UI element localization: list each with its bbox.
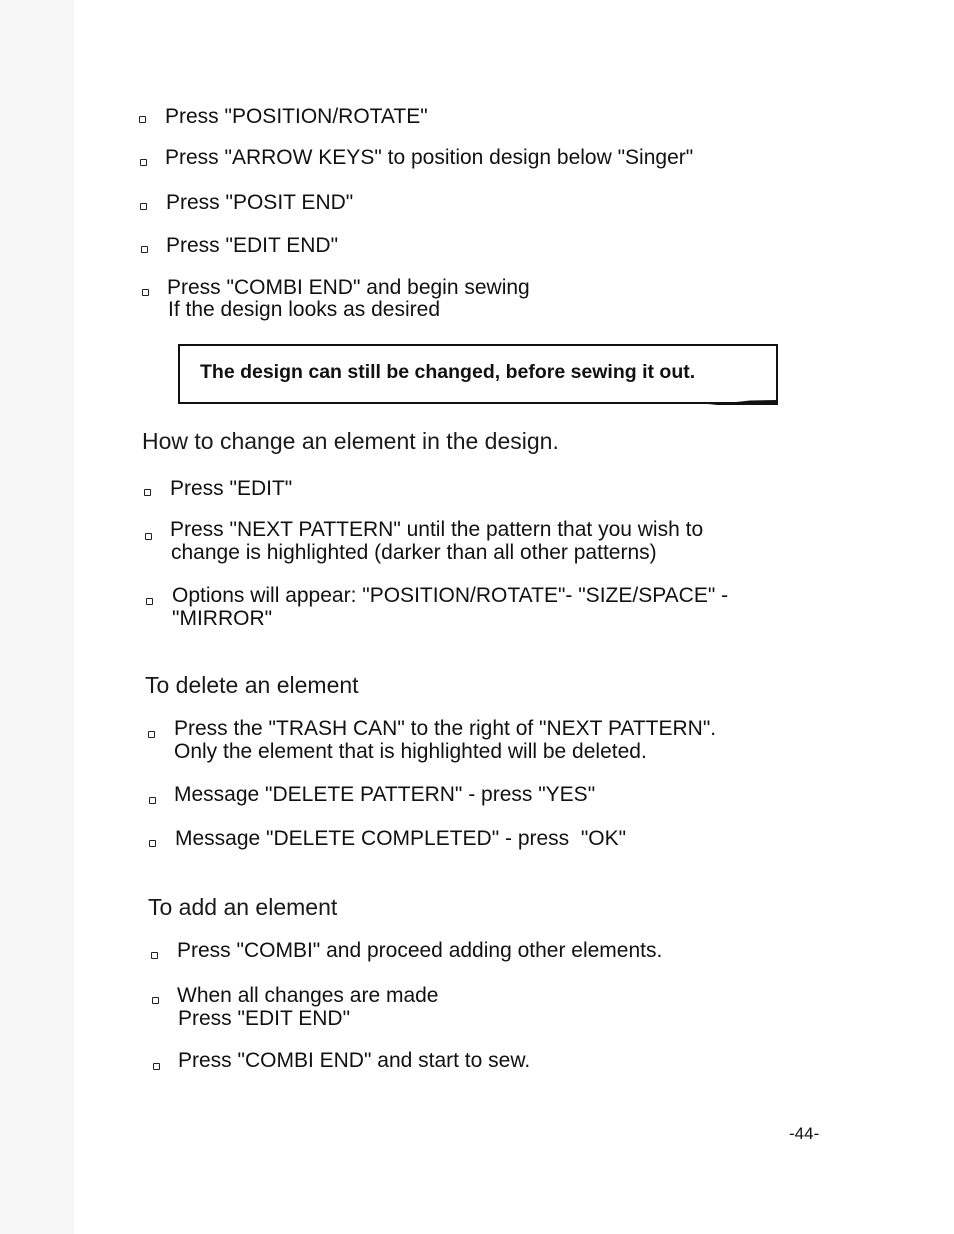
section-heading-change: How to change an element in the design. (142, 428, 559, 454)
step-text-continued: Press "EDIT END" (178, 1007, 351, 1030)
step-text: Press "NEXT PATTERN" until the pattern that you wish to (170, 518, 704, 541)
step-text: Press "POSIT END" (166, 191, 354, 214)
note-box-accent (708, 400, 778, 405)
step-text: Press "COMBI END" and begin sewing (167, 276, 530, 299)
step-text-continued: If the design looks as desired (168, 298, 440, 321)
step-text-continued: Only the element that is highlighted will be deleted. (174, 740, 647, 763)
checkbox-bullet-icon (152, 997, 159, 1004)
checkbox-bullet-icon (148, 731, 155, 738)
checkbox-bullet-icon (149, 797, 156, 804)
note-box (178, 344, 778, 404)
step-text: Press "COMBI END" and start to sew. (178, 1049, 531, 1072)
step-text: Press the "TRASH CAN" to the right of "NEXT PATTERN". (174, 717, 717, 740)
step-text: Message "DELETE PATTERN" - press "YES" (174, 783, 596, 806)
step-text: Press "ARROW KEYS" to position design below "Singer" (165, 146, 694, 169)
step-text: Message "DELETE COMPLETED" - press "OK" (175, 827, 627, 850)
checkbox-bullet-icon (153, 1063, 160, 1070)
checkbox-bullet-icon (144, 489, 151, 496)
checkbox-bullet-icon (149, 840, 156, 847)
step-text: When all changes are made (177, 984, 439, 1007)
section-heading-add: To add an element (148, 894, 338, 920)
step-text-continued: change is highlighted (darker than all other patterns) (171, 541, 657, 564)
step-text: Press "POSITION/ROTATE" (165, 105, 428, 128)
checkbox-bullet-icon (145, 533, 152, 540)
step-text: Press "COMBI" and proceed adding other elements. (177, 939, 663, 962)
page-edge-shade (0, 0, 74, 1234)
note-text: The design can still be changed, before sewing it out. (200, 361, 696, 383)
checkbox-bullet-icon (139, 116, 146, 123)
step-text: Options will appear: "POSITION/ROTATE"- "SIZE/SPACE" - (172, 584, 729, 607)
step-text: Press "EDIT END" (166, 234, 339, 257)
checkbox-bullet-icon (142, 289, 149, 296)
checkbox-bullet-icon (141, 246, 148, 253)
step-text: Press "EDIT" (170, 477, 293, 500)
checkbox-bullet-icon (140, 159, 147, 166)
section-heading-delete: To delete an element (145, 672, 359, 698)
step-text-continued: "MIRROR" (172, 607, 273, 630)
checkbox-bullet-icon (140, 203, 147, 210)
checkbox-bullet-icon (151, 952, 158, 959)
checkbox-bullet-icon (146, 598, 153, 605)
page-number: -44- (789, 1124, 820, 1143)
